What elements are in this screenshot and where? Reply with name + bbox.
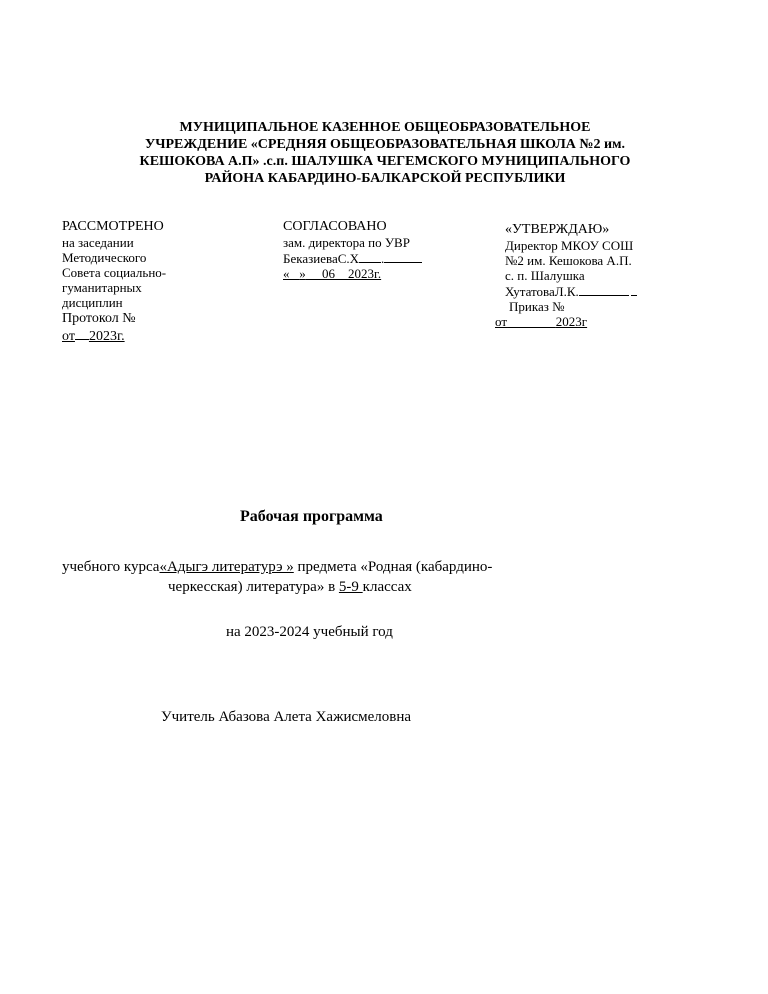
considered-line-2: Методического bbox=[62, 250, 147, 265]
approve-title: «УТВЕРЖДАЮ» bbox=[505, 222, 610, 237]
agreed-date-year: 2023г. bbox=[348, 266, 382, 281]
considered-date-blank bbox=[75, 327, 89, 340]
approve-line-3: с. п. Шалушка bbox=[505, 268, 585, 283]
document-title: Рабочая программа bbox=[240, 508, 383, 525]
approve-order: Приказ № bbox=[509, 299, 565, 314]
considered-line-1: на заседании bbox=[62, 235, 134, 250]
approve-blank-2 bbox=[631, 283, 637, 296]
agreed-line-2: БеказиеваС.Х . bbox=[283, 250, 422, 266]
considered-title: РАССМОТРЕНО bbox=[62, 219, 164, 234]
approve-name: ХутатоваЛ.К. bbox=[505, 284, 579, 299]
agreed-blank-1 bbox=[359, 250, 381, 263]
approve-line-1: Директор МКОУ СОШ bbox=[505, 238, 634, 253]
teacher-line: Учитель Абазова Алета Хажисмеловна bbox=[161, 709, 412, 725]
approve-block bbox=[495, 221, 637, 329]
considered-line-4: гуманитарных bbox=[62, 280, 142, 295]
agreed-blank-2 bbox=[384, 250, 422, 263]
header-line-1: МУНИЦИПАЛЬНОЕ КАЗЕННОЕ ОБЩЕОБРАЗОВАТЕЛЬНОЕ bbox=[179, 120, 591, 135]
agreed-block bbox=[283, 218, 422, 281]
considered-line-3: Совета социально- bbox=[62, 265, 167, 280]
considered-line-5: дисциплин bbox=[62, 295, 123, 310]
agreed-line-1: зам. директора по УВР bbox=[283, 235, 410, 250]
course-description bbox=[62, 557, 492, 597]
course-line2-end: классах bbox=[362, 579, 412, 595]
considered-block bbox=[62, 218, 166, 345]
agreed-date-month: 06 bbox=[322, 266, 335, 281]
course-name: «Адыгэ литературэ » bbox=[159, 559, 294, 575]
agreed-name: БеказиеваС.Х bbox=[283, 251, 360, 266]
school-header bbox=[60, 119, 710, 187]
agreed-date-open: « bbox=[283, 266, 290, 281]
course-subject: предмета «Родная (кабардино- bbox=[293, 559, 493, 575]
approve-line-2: №2 им. Кешокова А.П. bbox=[505, 253, 632, 268]
agreed-date-close: » bbox=[299, 266, 306, 281]
course-prefix: учебного курса bbox=[62, 559, 160, 575]
header-line-3: КЕШОКОВА А.П» .с.п. ШАЛУШКА ЧЕГЕМСКОГО МУНИЦИПАЛЬНОГО bbox=[139, 154, 631, 169]
considered-date-year: 2023г. bbox=[88, 329, 125, 344]
agreed-title: СОГЛАСОВАНО bbox=[283, 219, 387, 234]
considered-date bbox=[62, 327, 166, 345]
course-line-2 bbox=[62, 577, 492, 597]
header-line-2: УЧРЕЖДЕНИЕ «СРЕДНЯЯ ОБЩЕОБРАЗОВАТЕЛЬНАЯ ШКОЛА №2 им. bbox=[144, 137, 626, 152]
approve-date-prefix: от bbox=[495, 314, 508, 329]
approve-signature-blank bbox=[579, 283, 629, 296]
course-grades: 5-9 bbox=[338, 579, 363, 595]
academic-year: на 2023-2024 учебный год bbox=[226, 624, 393, 640]
considered-date-prefix: от bbox=[62, 329, 75, 344]
agreed-date bbox=[283, 266, 422, 281]
approve-line-4 bbox=[505, 283, 637, 299]
approve-date-year: 2023г bbox=[555, 314, 588, 329]
approve-date bbox=[495, 314, 637, 329]
protocol-line: Протокол № bbox=[62, 311, 136, 326]
course-line2-start: черкесская) литература» в bbox=[168, 579, 339, 595]
header-line-4: РАЙОНА КАБАРДИНО-БАЛКАРСКОЙ РЕСПУБЛИКИ bbox=[204, 171, 566, 186]
